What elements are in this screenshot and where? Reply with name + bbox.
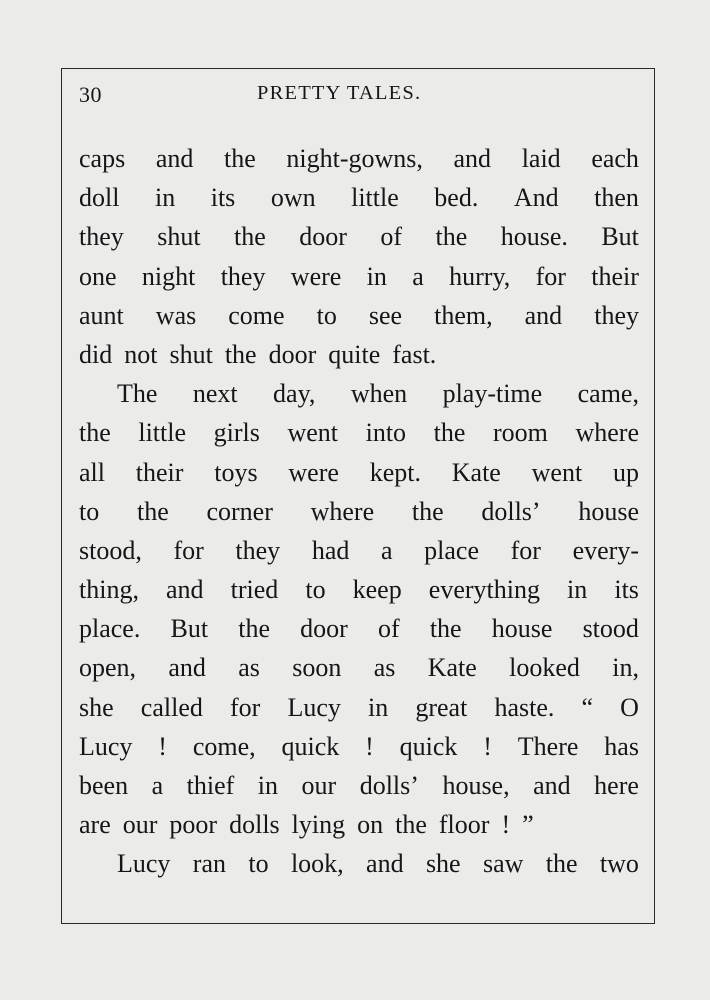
word: they — [220, 261, 266, 291]
word: night-gowns, — [286, 144, 423, 173]
word: its — [614, 575, 639, 605]
word: were — [290, 261, 342, 291]
word: to — [305, 575, 326, 605]
word: room — [493, 418, 548, 448]
word: had — [311, 535, 350, 565]
word: house. — [500, 222, 568, 252]
word: and — [168, 653, 206, 683]
word: looked — [509, 653, 580, 683]
word: went — [287, 418, 338, 448]
word: play-time — [442, 379, 543, 409]
word: house — [491, 614, 553, 644]
word: door — [299, 222, 347, 252]
word: the — [435, 222, 468, 252]
text-line — [79, 257, 639, 296]
word: and — [524, 300, 563, 330]
word: quite — [328, 339, 381, 369]
word: door — [300, 614, 348, 644]
word: in — [368, 692, 389, 722]
word: place. — [79, 614, 141, 644]
word: and — [366, 849, 404, 879]
word: been — [79, 771, 129, 800]
word: the — [545, 849, 578, 879]
word: Lucy — [79, 731, 133, 761]
word: stood, — [79, 535, 142, 565]
word: for — [510, 535, 541, 565]
word: quick — [281, 731, 340, 761]
word: O — [620, 692, 639, 722]
word: a — [151, 771, 164, 800]
word: kept. — [369, 457, 421, 487]
word: tried — [230, 575, 279, 605]
word: to — [316, 300, 337, 330]
word: The — [117, 379, 158, 409]
word: when — [350, 379, 408, 409]
word: lying — [291, 810, 346, 840]
word: shut — [169, 339, 213, 369]
word: caps — [79, 144, 126, 173]
word: as — [238, 653, 260, 683]
text-line — [79, 727, 639, 766]
word: ! — [158, 731, 167, 761]
word: in — [567, 575, 588, 605]
word: shut — [157, 222, 201, 252]
word: thing, — [79, 575, 139, 605]
word: bed. — [434, 183, 479, 213]
text-line — [79, 178, 639, 217]
word: aunt — [79, 300, 124, 330]
word: of — [377, 614, 400, 644]
word: the — [238, 614, 270, 644]
word: the — [224, 339, 257, 369]
word: great — [415, 692, 468, 722]
word: soon — [292, 653, 342, 683]
word: dolls — [229, 810, 280, 840]
word: Lucy — [287, 692, 341, 722]
word: next — [192, 379, 238, 409]
text-line — [79, 217, 639, 256]
word: house — [578, 496, 639, 526]
word: house, — [442, 771, 510, 800]
text-line — [79, 139, 639, 178]
word: in — [154, 183, 176, 213]
word: to — [79, 496, 100, 526]
word: dolls’ — [359, 771, 419, 800]
word: she — [79, 692, 114, 722]
word: the — [224, 144, 256, 173]
word: come — [228, 300, 285, 330]
word: the — [433, 418, 466, 448]
page-header — [79, 80, 639, 114]
word: all — [79, 457, 105, 487]
word: as — [373, 653, 396, 683]
word: to — [248, 849, 269, 879]
word: the — [234, 222, 266, 252]
word: each — [591, 144, 639, 173]
word: on — [357, 810, 384, 840]
word: fast. — [392, 339, 437, 369]
word: girls — [213, 418, 260, 448]
word: everything — [428, 575, 540, 605]
word: she — [425, 849, 461, 879]
word: a — [412, 261, 424, 291]
body-text — [79, 139, 639, 884]
word: in — [366, 261, 387, 291]
word: and — [453, 144, 492, 173]
word: our — [301, 771, 337, 800]
running-title: PRETTY TALES. — [257, 82, 422, 104]
word: dolls’ — [481, 496, 541, 526]
word: doll — [79, 183, 120, 213]
word: went — [531, 457, 583, 487]
word: and — [166, 575, 204, 605]
text-line — [79, 688, 639, 727]
word: door — [268, 339, 317, 369]
word: for — [173, 535, 204, 565]
word: see — [368, 300, 403, 330]
word: they — [594, 300, 639, 330]
word: here — [594, 771, 639, 800]
word: and — [155, 144, 194, 173]
word: did — [79, 339, 113, 369]
text-line — [79, 296, 639, 335]
word: place — [424, 535, 479, 565]
word: Kate — [427, 653, 477, 683]
word: a — [380, 535, 393, 565]
word: the — [136, 496, 169, 526]
word: saw — [482, 849, 524, 879]
word: for — [230, 692, 261, 722]
word: poor — [169, 810, 218, 840]
text-line — [79, 335, 639, 374]
word: where — [310, 496, 375, 526]
word: “ — [581, 692, 594, 722]
word: their — [135, 457, 184, 487]
word: them, — [434, 300, 493, 330]
text-line — [79, 844, 639, 883]
word: ! — [365, 731, 374, 761]
text-line — [79, 413, 639, 452]
word: our — [122, 810, 158, 840]
word: in, — [612, 653, 639, 683]
word: own — [270, 183, 316, 213]
word: one — [79, 261, 117, 291]
word: haste. — [494, 692, 555, 722]
word: open, — [79, 653, 137, 683]
word: the — [79, 418, 111, 448]
word: for — [535, 261, 566, 291]
text-line — [79, 648, 639, 687]
word: day, — [273, 379, 316, 409]
word: the — [395, 810, 427, 840]
text-line — [79, 492, 639, 531]
text-line — [79, 609, 639, 648]
word: has — [604, 731, 639, 761]
word: the — [411, 496, 444, 526]
word: their — [591, 261, 639, 291]
word: they — [79, 222, 124, 252]
word: was — [155, 300, 197, 330]
word: little — [351, 183, 399, 213]
text-line — [79, 766, 639, 805]
word: then — [594, 183, 639, 213]
word: ! — [483, 731, 492, 761]
word: There — [517, 731, 579, 761]
word: Kate — [451, 457, 501, 487]
text-line — [79, 805, 639, 844]
word: But — [601, 222, 639, 252]
word: of — [380, 222, 403, 252]
word: keep — [352, 575, 402, 605]
word: its — [210, 183, 236, 213]
word: come, — [192, 731, 256, 761]
word: floor — [438, 810, 490, 840]
word: corner — [206, 496, 273, 526]
word: came, — [577, 379, 639, 409]
word: ran — [192, 849, 226, 879]
word: laid — [521, 144, 561, 173]
word: quick — [399, 731, 458, 761]
word: into — [365, 418, 407, 448]
word: two — [599, 849, 639, 879]
text-line — [79, 374, 639, 413]
word: the — [429, 614, 462, 644]
word: are — [79, 810, 111, 840]
word: up — [613, 457, 639, 487]
word: were — [288, 457, 339, 487]
word: they — [235, 535, 281, 565]
word: and — [533, 771, 571, 800]
word: toys — [214, 457, 258, 487]
word: called — [140, 692, 203, 722]
word: in — [257, 771, 279, 800]
word: ” — [522, 810, 534, 840]
word: look, — [290, 849, 344, 879]
word: every- — [572, 535, 639, 565]
word: hurry, — [449, 261, 511, 291]
word: But — [170, 614, 209, 644]
word: And — [513, 183, 559, 213]
word: thief — [186, 771, 235, 800]
word: ! — [501, 810, 511, 840]
word: where — [575, 418, 639, 448]
text-line — [79, 531, 639, 570]
word: little — [138, 418, 187, 448]
text-line — [79, 453, 639, 492]
word: stood — [582, 614, 639, 644]
text-line — [79, 570, 639, 609]
word: Lucy — [117, 849, 171, 879]
word: not — [124, 339, 158, 369]
page-number: 30 — [79, 82, 102, 107]
word: night — [141, 261, 196, 291]
